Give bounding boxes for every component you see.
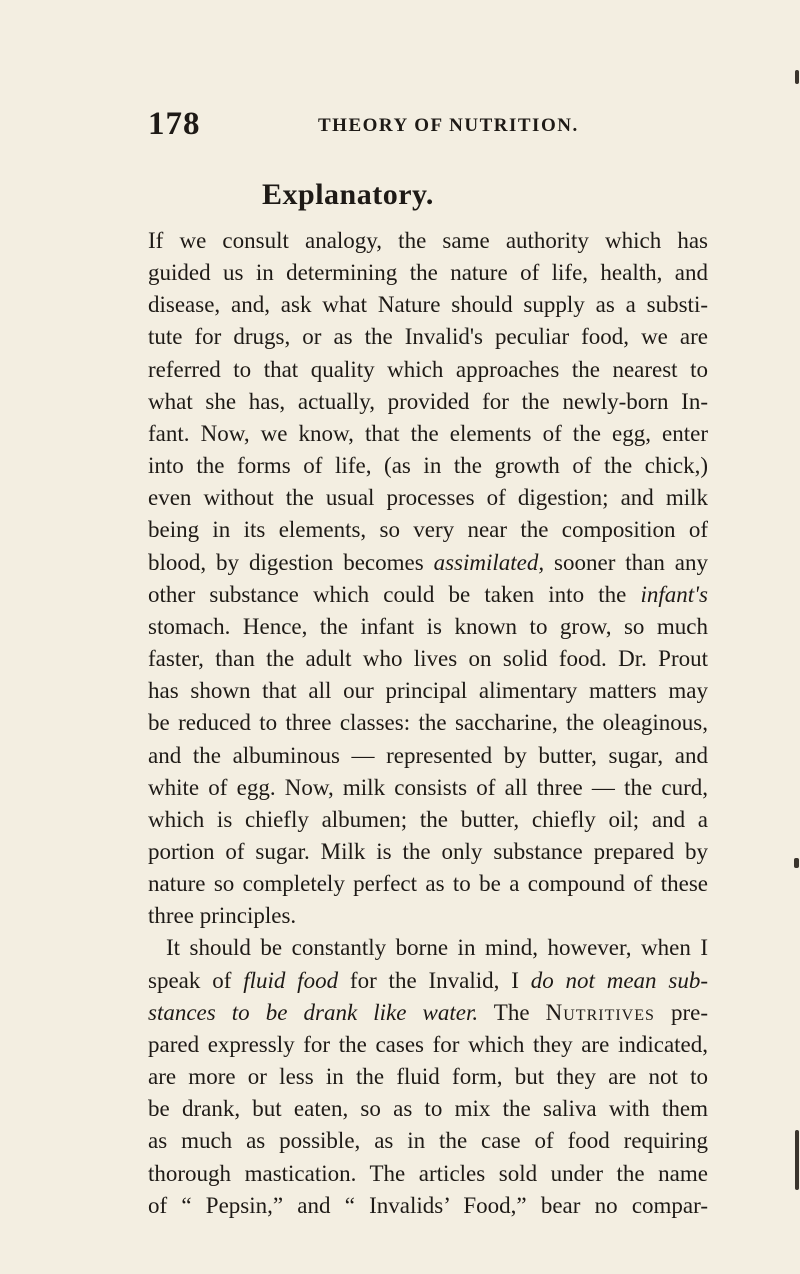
line-text: The <box>478 999 546 1025</box>
line-text: be reduced to three classes: the saccharine, the oleaginous, <box>148 710 708 736</box>
text-line <box>148 1061 708 1093</box>
line-text: pre- <box>654 999 708 1025</box>
page-header <box>148 106 708 142</box>
text-line <box>148 643 708 675</box>
body-text <box>148 225 708 1222</box>
line-text: referred to that quality which approaches the nearest to <box>148 356 708 382</box>
line-text: and the albuminous — represented by butter, sugar, and <box>148 742 708 768</box>
page-number: 178 <box>148 106 201 142</box>
line-text: has shown that all our principal alimentary matters may <box>148 678 708 704</box>
line-text: blood, by digestion becomes <box>148 549 434 575</box>
page-edge-mark <box>795 70 799 84</box>
text-line <box>148 257 708 289</box>
line-text: speak of <box>148 967 244 993</box>
text-line <box>148 386 708 418</box>
line-text: fant. Now, we know, that the elements of the egg, enter <box>148 420 708 446</box>
line-text: pared expressly for the cases for which they are indicated, <box>148 1031 708 1057</box>
italic-text: assimilated, <box>433 549 545 575</box>
text-line <box>148 547 708 579</box>
text-line <box>148 836 708 868</box>
text-line <box>148 997 708 1029</box>
line-text: thorough mastication. The articles sold under the name <box>148 1160 708 1186</box>
text-line <box>148 418 708 450</box>
line-text: nature so completely perfect as to be a compound of these <box>148 871 708 897</box>
line-text: faster, than the adult who lives on solid food. Dr. Prout <box>148 646 708 672</box>
line-text: disease, and, ask what Nature should supply as a substi- <box>148 292 708 318</box>
text-line <box>148 804 708 836</box>
line-text: of “ Pepsin,” and “ Invalids’ Food,” bear no compar- <box>148 1192 708 1218</box>
text-line <box>148 450 708 482</box>
line-text: even without the usual processes of digestion; and milk <box>148 485 708 511</box>
line-text: three principles. <box>148 903 297 929</box>
line-text: what she has, actually, provided for the newly-born In- <box>148 388 708 414</box>
line-text: as much as possible, as in the case of food requiring <box>148 1128 708 1154</box>
text-line <box>148 868 708 900</box>
italic-text: infant's <box>640 581 708 607</box>
line-text: which is chiefly albumen; the butter, chiefly oil; and a <box>148 806 708 832</box>
text-line <box>148 611 708 643</box>
text-line <box>148 1158 708 1190</box>
line-text: stomach. Hence, the infant is known to grow, so much <box>148 613 708 639</box>
page-edge-mark <box>795 1130 799 1190</box>
text-line <box>148 1029 708 1061</box>
line-text: are more or less in the fluid form, but they are not to <box>148 1064 708 1090</box>
text-line <box>148 1093 708 1125</box>
italic-text: stances to be drank like water. <box>148 999 479 1025</box>
page-edge-mark <box>794 858 799 868</box>
line-text: portion of sugar. Milk is the only substance prepared by <box>148 838 708 864</box>
section-title: Explanatory. <box>262 178 434 211</box>
text-line <box>148 740 708 772</box>
text-line <box>148 225 708 257</box>
text-line <box>148 707 708 739</box>
text-line <box>148 772 708 804</box>
line-text: guided us in determining the nature of life, health, and <box>148 260 708 286</box>
text-line <box>148 965 708 997</box>
text-line <box>148 579 708 611</box>
text-line <box>148 1125 708 1157</box>
italic-text: do not mean sub- <box>530 967 708 993</box>
italic-text: fluid food <box>243 967 339 993</box>
line-text: sooner than any <box>544 549 708 575</box>
running-head: THEORY OF NUTRITION. <box>318 115 579 136</box>
text-line <box>148 354 708 386</box>
text-line <box>148 1190 708 1222</box>
line-text: be drank, but eaten, so as to mix the saliva with them <box>148 1096 708 1122</box>
text-line <box>148 514 708 546</box>
line-text: into the forms of life, (as in the growth of the chick,) <box>148 453 708 479</box>
small-caps-text: Nutritives <box>545 999 655 1025</box>
line-text: It should be constantly borne in mind, however, when I <box>166 935 708 961</box>
line-text: for the Invalid, I <box>338 967 531 993</box>
line-text: other substance which could be taken into the <box>148 581 641 607</box>
text-line <box>148 932 708 964</box>
line-text: white of egg. Now, milk consists of all three — the curd, <box>148 774 708 800</box>
text-line <box>148 321 708 353</box>
text-line <box>148 289 708 321</box>
text-line <box>148 482 708 514</box>
text-line <box>148 675 708 707</box>
text-line <box>148 900 708 932</box>
line-text: being in its elements, so very near the composition of <box>148 517 708 543</box>
line-text: If we consult analogy, the same authority which has <box>148 228 708 253</box>
line-text: tute for drugs, or as the Invalid's peculiar food, we are <box>148 324 708 350</box>
